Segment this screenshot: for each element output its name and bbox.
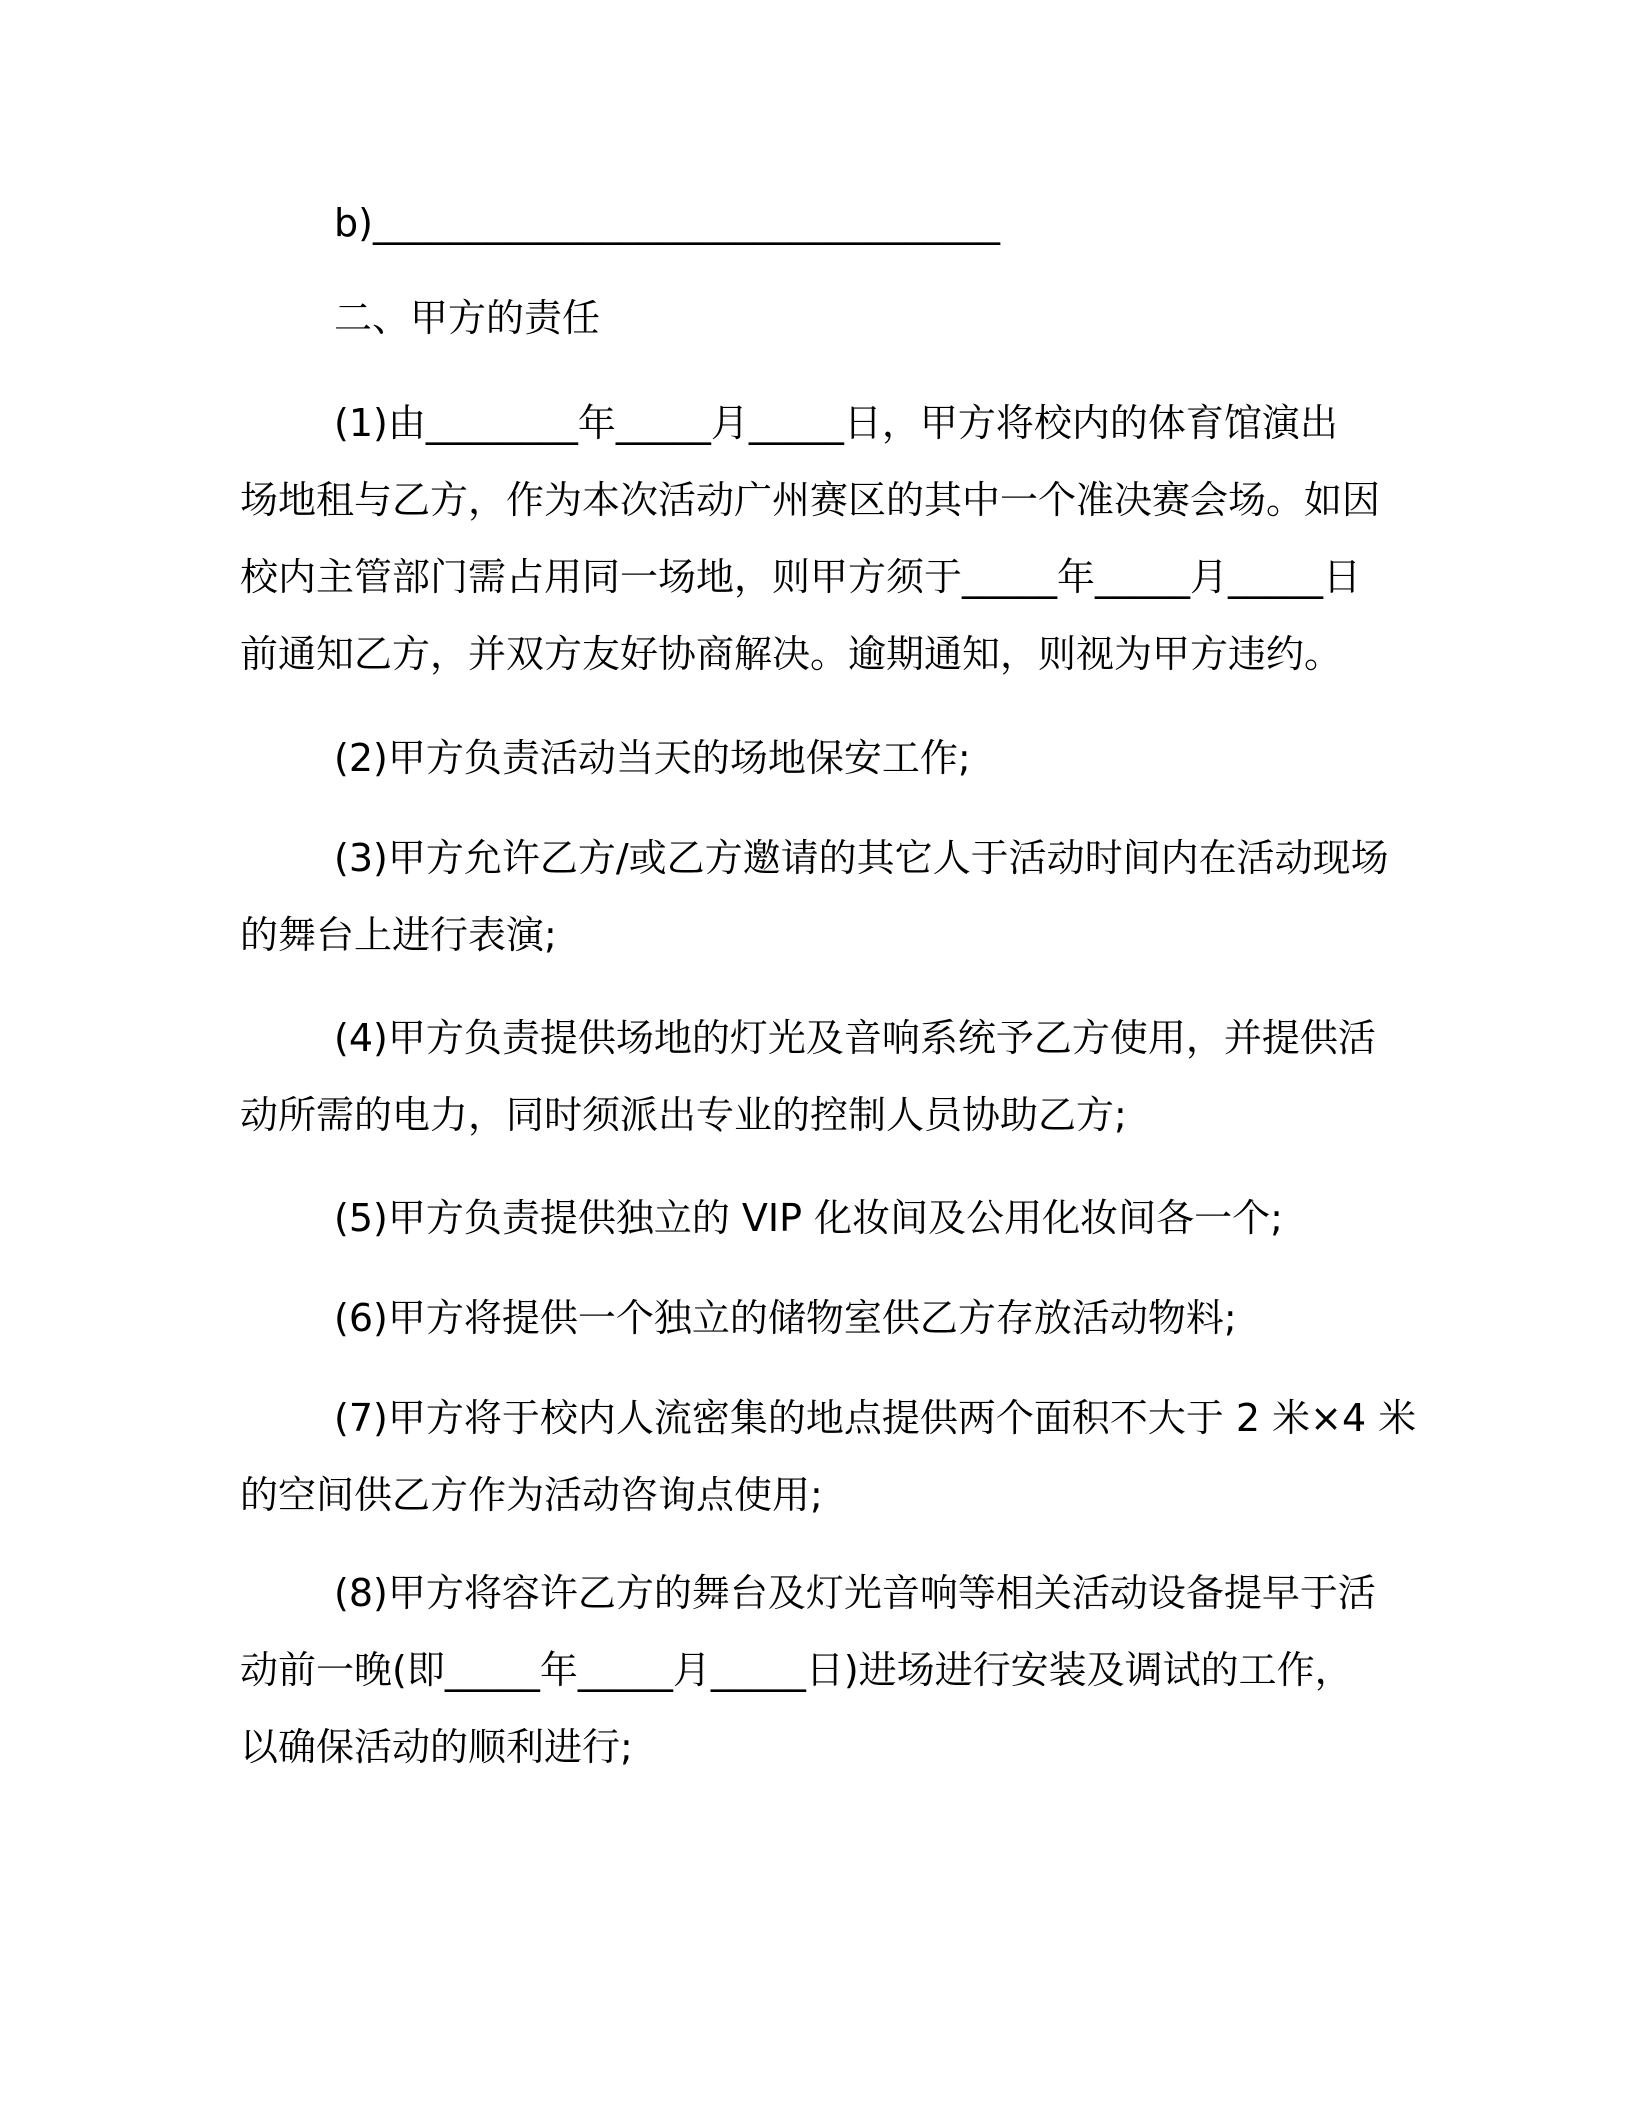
clause-4 [240, 1000, 1390, 1154]
clause-4-line-1: (4)甲方负责提供场地的灯光及音响系统予乙方使用，并提供活 [334, 1016, 1376, 1060]
section-heading [240, 280, 1390, 357]
clause-8-line-3: 以确保活动的顺利进行; [240, 1725, 633, 1769]
clause-8-line-2: 动前一晚(即_____年_____月_____日)进场进行安装及调试的工作， [240, 1648, 1353, 1692]
clause-1-line-3: 校内主管部门需占用同一场地，则甲方须于_____年_____月_____日 [240, 555, 1362, 599]
clause-2-text: (2)甲方负责活动当天的场地保安工作; [334, 736, 971, 780]
clause-6-text: (6)甲方将提供一个独立的储物室供乙方存放活动物料; [334, 1296, 1237, 1340]
clause-6 [240, 1280, 1390, 1357]
clause-1-line-1: (1)由________年_____月_____日，甲方将校内的体育馆演出 [334, 401, 1338, 445]
clause-8-line-1: (8)甲方将容许乙方的舞台及灯光音响等相关活动设备提早于活 [334, 1571, 1376, 1615]
clause-3-line-1: (3)甲方允许乙方/或乙方邀请的其它人于活动时间内在活动现场 [334, 836, 1389, 880]
clause-1 [240, 385, 1390, 693]
clause-2 [240, 720, 1390, 797]
clause-1-line-4: 前通知乙方，并双方友好协商解决。逾期通知，则视为甲方违约。 [240, 632, 1343, 676]
clause-7 [240, 1380, 1417, 1534]
clause-3-line-2: 的舞台上进行表演; [240, 913, 557, 957]
clause-8 [240, 1555, 1390, 1786]
clause-7-line-1: (7)甲方将于校内人流密集的地点提供两个面积不大于 2 米×4 米 [334, 1396, 1417, 1440]
clause-3 [240, 820, 1390, 974]
paragraph-b-text: b)_________________________________ [334, 201, 1000, 245]
clause-5 [240, 1180, 1390, 1257]
section-heading-text: 二、甲方的责任 [334, 296, 601, 340]
clause-1-line-2: 场地租与乙方，作为本次活动广州赛区的其中一个准决赛会场。如因 [240, 478, 1381, 522]
clause-7-line-2: 的空间供乙方作为活动咨询点使用; [240, 1473, 823, 1517]
clause-4-line-2: 动所需的电力，同时须派出专业的控制人员协助乙方; [240, 1093, 1127, 1137]
clause-5-text: (5)甲方负责提供独立的 VIP 化妆间及公用化妆间各一个; [334, 1196, 1283, 1240]
paragraph-b [240, 185, 1390, 262]
